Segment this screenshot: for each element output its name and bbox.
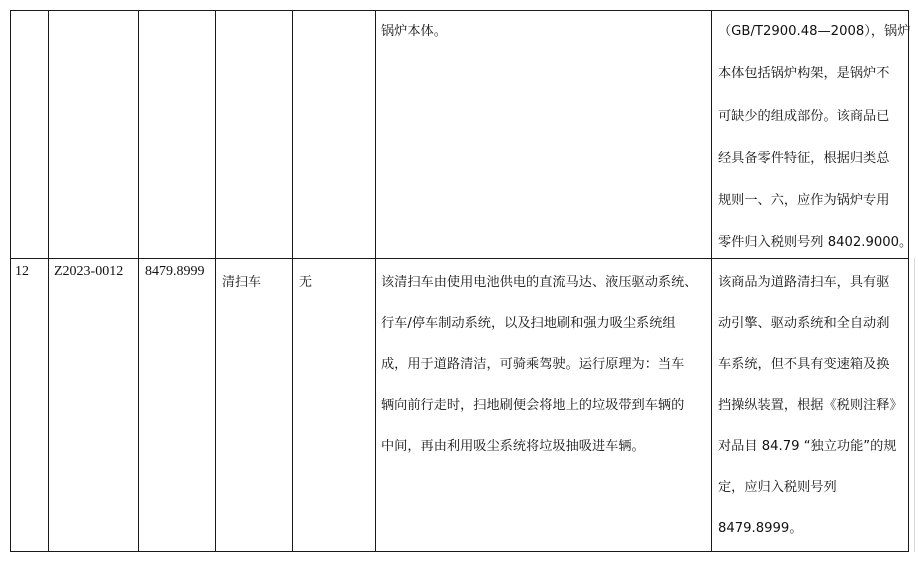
description-line: 中间，再由利用吸尘系统将垃圾抽吸进车辆。 <box>381 439 645 454</box>
description-line: 辆向前行走时，扫地刷便会将地上的垃圾带到车辆的 <box>381 398 685 413</box>
other-name: 无 <box>299 275 313 290</box>
reason-line: 定，应归入税则号列 <box>718 480 837 495</box>
description-line: 锅炉本体。 <box>381 24 447 39</box>
column-divider <box>711 10 712 552</box>
reason-line: 本体包括锅炉构架，是锅炉不 <box>718 66 890 82</box>
reason-line: 该商品为道路清扫车，具有驱 <box>718 275 890 290</box>
reason-line: 规则一、六，应作为锅炉专用 <box>718 193 890 209</box>
reason-line: 经具备零件特征，根据归类总 <box>718 150 890 166</box>
description-line: 成，用于道路清洁，可骑乘驾驶。运行原理为：当车 <box>381 357 685 372</box>
reason-line: 8479.8999。 <box>718 521 803 536</box>
reason-line: 动引擎、驱动系统和全自动刹 <box>718 316 890 331</box>
reason-line: 对品目 84.79 “独立功能”的规 <box>718 439 897 454</box>
reason-line: 车系统，但不具有变速箱及换 <box>718 357 890 372</box>
row-number: 12 <box>15 264 29 279</box>
reason-line: 可缺少的组成部份。该商品已 <box>718 108 890 124</box>
row-prev-reason <box>718 11 912 265</box>
column-divider <box>48 10 49 552</box>
table-bottom-border <box>10 551 909 552</box>
column-divider <box>138 10 139 552</box>
reason-line: （GB/T2900.48—2008），锅炉 <box>718 24 911 39</box>
product-name: 清扫车 <box>222 275 262 290</box>
row-prev-description <box>381 11 447 52</box>
column-divider <box>215 10 216 552</box>
page-edge-line <box>914 258 915 552</box>
description-line: 行车/停车制动系统，以及扫地刷和强力吸尘系统组 <box>381 316 676 331</box>
column-divider <box>292 10 293 552</box>
column-divider <box>375 10 376 552</box>
ruling-id: Z2023-0012 <box>54 264 124 279</box>
row-12-reason <box>718 262 903 549</box>
column-divider <box>10 10 11 552</box>
description-line: 该清扫车由使用电池供电的直流马达、液压驱动系统、 <box>381 275 698 290</box>
tariff-code: 8479.8999 <box>145 264 205 279</box>
row-12-description <box>381 262 698 467</box>
reason-line: 挡操纵装置，根据《税则注释》 <box>718 398 903 413</box>
reason-line: 零件归入税则号列 8402.9000。 <box>718 235 913 251</box>
